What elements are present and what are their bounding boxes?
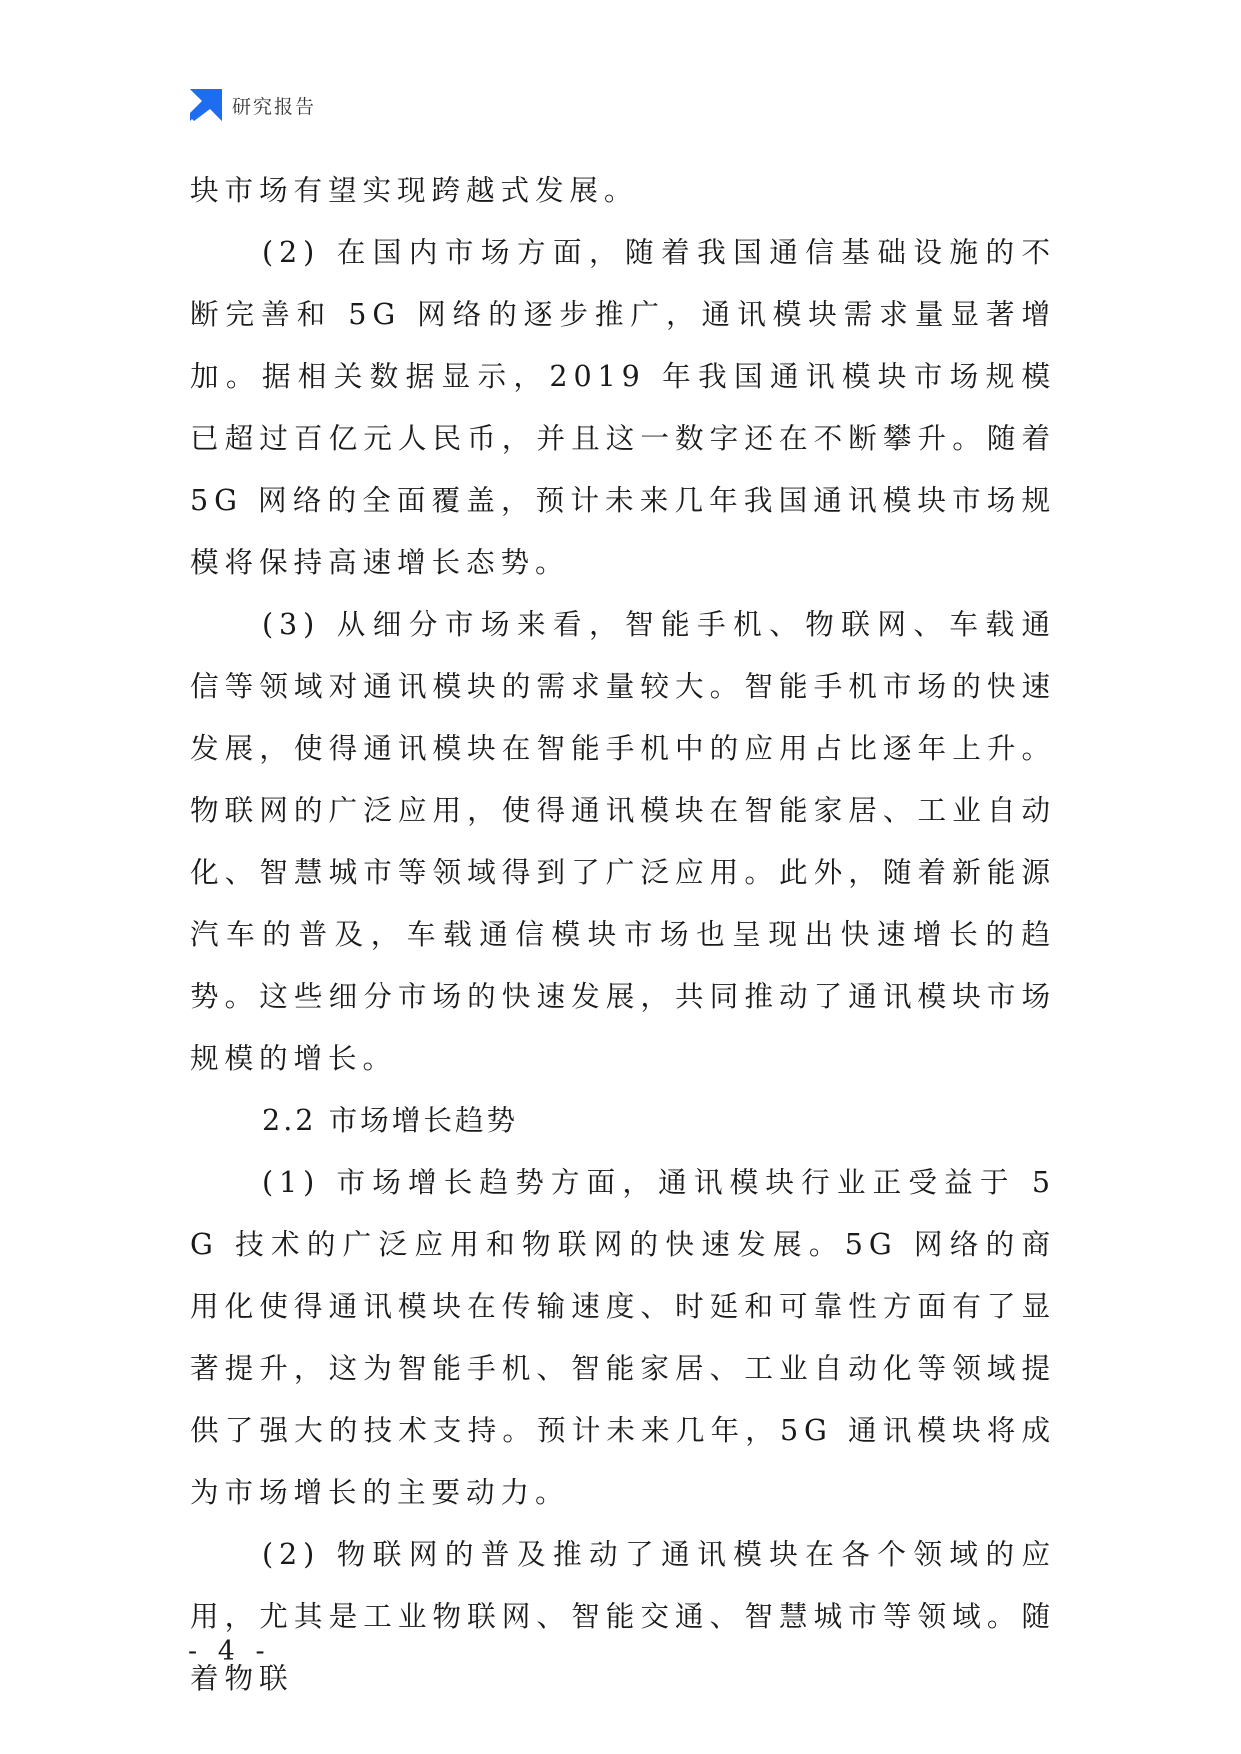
paragraph-domestic-market: (2) 在国内市场方面，随着我国通信基础设施的不断完善和 5G 网络的逐步推广，通讯模块需求量显著增加。据相关数据显示，2019 年我国通讯模块市场规模已超过百亿元人民币，并且这一数字还在不断攀升。随着 5G 网络的全面覆盖，预计未来几年我国通讯模块市场规模将保持高速增长态势。 <box>190 235 1056 579</box>
page-number: - 4 - <box>188 1636 271 1667</box>
section-heading: 2.2 市场增长趋势 <box>262 1103 519 1137</box>
header-title: 研究报告 <box>232 95 317 118</box>
paragraph-market-segments: (3) 从细分市场来看，智能手机、物联网、车载通信等领域对通讯模块的需求量较大。智能手机市场的快速发展，使得通讯模块在智能手机中的应用占比逐年上升。物联网的广泛应用，使得通讯模块在智能家居、工业自动化、智慧城市等领域得到了广泛应用。此外，随着新能源汽车的普及，车载通信模块市场也呈现出快速增长的趋势。这些细分市场的快速发展，共同推动了通讯模块市场规模的增长。 <box>190 607 1056 1075</box>
paragraph-iot-adoption: (2) 物联网的普及推动了通讯模块在各个领域的应用，尤其是工业物联网、智能交通、智慧城市等领域。随着物联 <box>190 1537 1056 1695</box>
report-header <box>190 88 316 122</box>
paragraph-continuation: 块市场有望实现跨越式发展。 <box>190 173 639 207</box>
arrow-logo-icon <box>190 89 222 121</box>
paragraph-growth-trend: (1) 市场增长趋势方面，通讯模块行业正受益于 5G 技术的广泛应用和物联网的快速发展。5G 网络的商用化使得通讯模块在传输速度、时延和可靠性方面有了显著提升，这为智能手机、智能家居、工业自动化等领域提供了强大的技术支持。预计未来几年，5G 通讯模块将成为市场增长的主要动力。 <box>190 1165 1056 1509</box>
document-body <box>190 159 1056 1709</box>
